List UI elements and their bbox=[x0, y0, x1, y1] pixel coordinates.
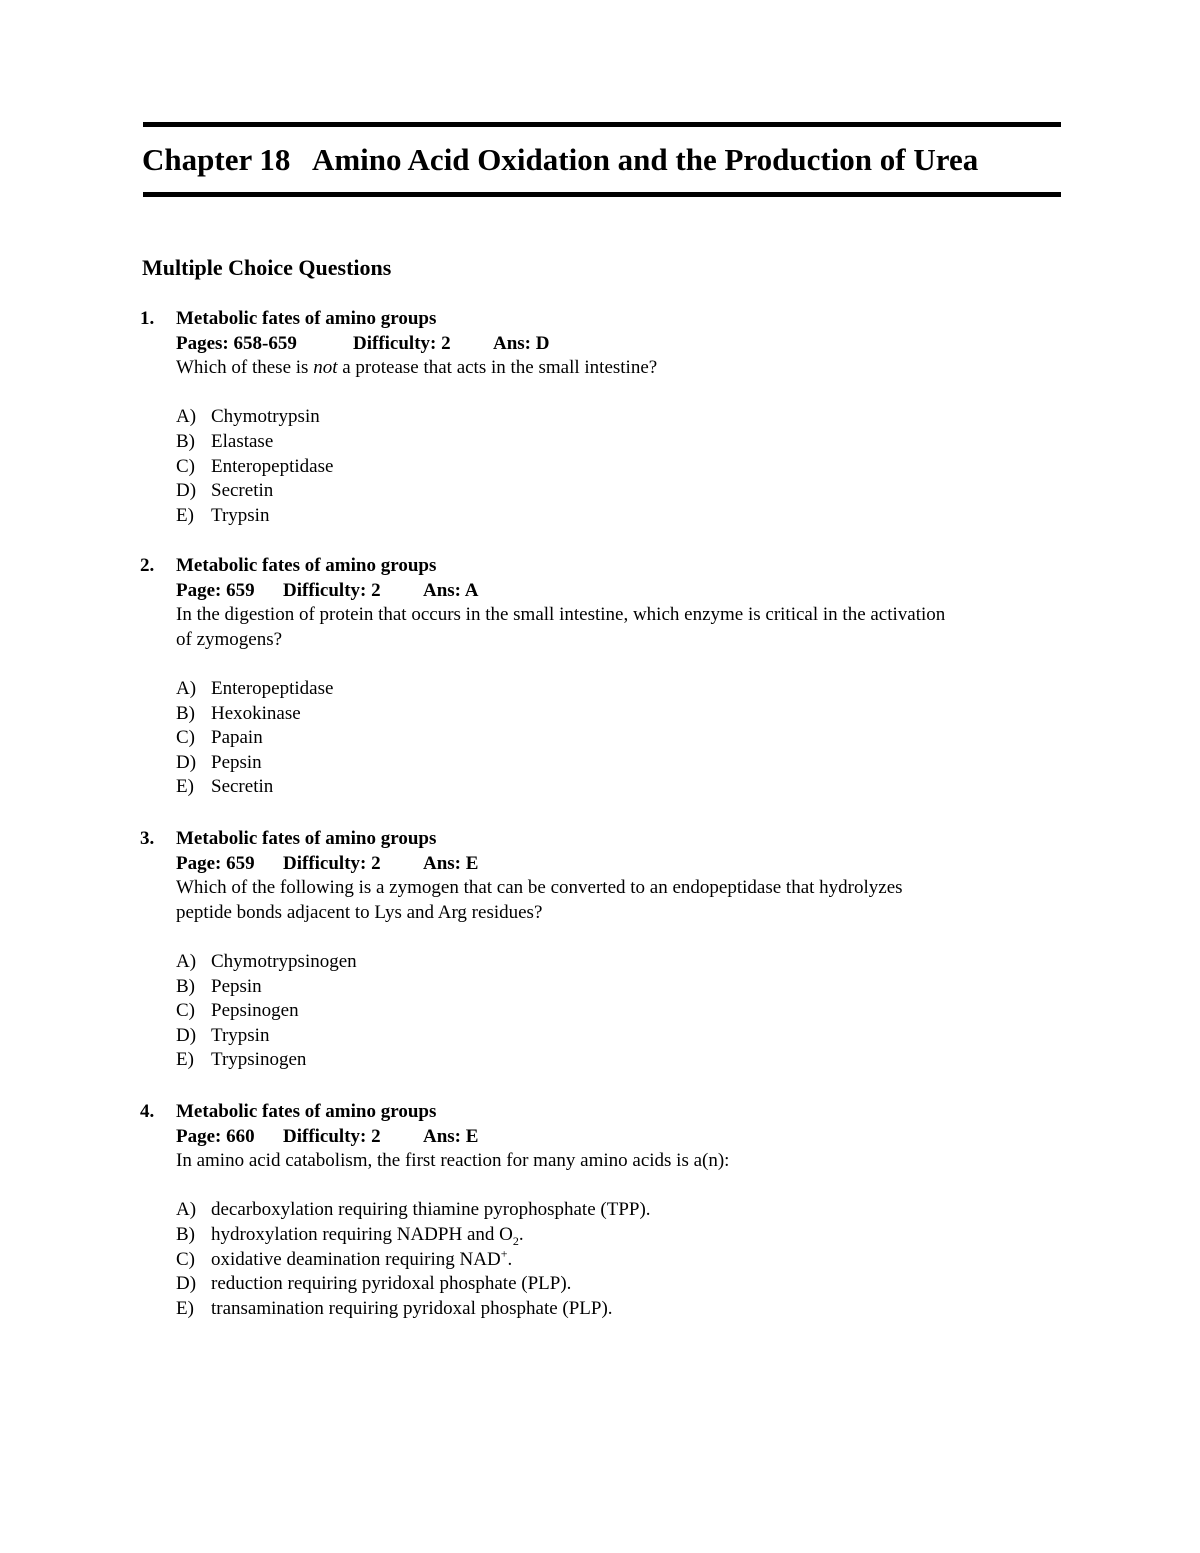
question-stem: In amino acid catabolism, the first reaction for many amino acids is a(n): bbox=[176, 1150, 730, 1172]
question-topic: Metabolic fates of amino groups bbox=[176, 828, 437, 849]
choice-a: A) decarboxylation requiring thiamine pyrophosphate (TPP). bbox=[176, 1199, 651, 1221]
question-number: 3. bbox=[140, 828, 155, 849]
choice-c: C) Pepsinogen bbox=[176, 1000, 299, 1022]
choice-b: B) Hexokinase bbox=[176, 702, 301, 724]
choice-e: E) Trypsin bbox=[176, 504, 270, 526]
question-number: 2. bbox=[140, 555, 155, 576]
question-stem: Which of these is not a protease that acts in the small intestine? bbox=[176, 357, 658, 379]
question-number: 4. bbox=[140, 1101, 155, 1122]
question-meta bbox=[176, 332, 1070, 357]
choice-c: C) Enteropeptidase bbox=[176, 455, 334, 477]
question-stem: Which of the following is a zymogen that can be converted to an endopeptidase that hydrolyzes peptide bonds adjacent to Lys and Arg residues? bbox=[176, 877, 903, 923]
question-2 bbox=[140, 554, 1070, 800]
question-stem: In the digestion of protein that occurs in the small intestine, which enzyme is critical in the activation of zymogens? bbox=[176, 604, 946, 650]
choice-e: E) transamination requiring pyridoxal phosphate (PLP). bbox=[176, 1297, 613, 1319]
choice-d: D) Trypsin bbox=[176, 1024, 270, 1046]
section-title: Multiple Choice Questions bbox=[142, 255, 392, 280]
question-difficulty: Difficulty: 2 bbox=[283, 1125, 381, 1147]
question-difficulty: Difficulty: 2 bbox=[283, 852, 381, 874]
question-topic: Metabolic fates of amino groups bbox=[176, 1101, 437, 1122]
question-3 bbox=[140, 827, 1070, 1073]
choice-c: C) oxidative deamination requiring NAD+. bbox=[176, 1246, 513, 1270]
question-pages: Page: 660 bbox=[176, 1125, 255, 1147]
question-meta bbox=[176, 852, 1070, 877]
chapter-title: Chapter 18 Amino Acid Oxidation and the Production of Urea bbox=[142, 142, 979, 177]
superscript-plus: + bbox=[500, 1246, 508, 1261]
question-4 bbox=[140, 1100, 1070, 1321]
question-1 bbox=[140, 307, 1070, 528]
choice-a: A) Chymotrypsin bbox=[176, 406, 320, 428]
question-difficulty: Difficulty: 2 bbox=[283, 579, 381, 601]
question-answer: Ans: E bbox=[423, 852, 479, 874]
choice-b: B) Elastase bbox=[176, 430, 274, 452]
question-answer: Ans: A bbox=[423, 579, 479, 601]
question-pages: Pages: 658-659 bbox=[176, 332, 297, 354]
question-number: 1. bbox=[140, 308, 155, 329]
top-rule bbox=[143, 122, 1061, 127]
choice-b: B) Pepsin bbox=[176, 975, 262, 997]
choice-d: D) reduction requiring pyridoxal phosphate (PLP). bbox=[176, 1273, 572, 1295]
choice-a: A) Enteropeptidase bbox=[176, 677, 334, 699]
question-pages: Page: 659 bbox=[176, 579, 255, 601]
choice-b: B) hydroxylation requiring NADPH and $O_2$. bbox=[176, 1223, 524, 1248]
question-answer: Ans: D bbox=[493, 332, 550, 354]
subscript-2: 2 bbox=[512, 1233, 519, 1248]
question-topic: Metabolic fates of amino groups bbox=[176, 555, 437, 576]
bottom-rule bbox=[143, 192, 1061, 197]
question-answer: Ans: E bbox=[423, 1125, 479, 1147]
question-meta bbox=[176, 579, 1070, 604]
question-pages: Page: 659 bbox=[176, 852, 255, 874]
question-topic: Metabolic fates of amino groups bbox=[176, 308, 437, 329]
choice-e: E) Secretin bbox=[176, 776, 274, 798]
choice-d: D) Secretin bbox=[176, 480, 274, 502]
question-meta bbox=[176, 1125, 1070, 1150]
choice-e: E) Trypsinogen bbox=[176, 1049, 307, 1071]
question-difficulty: Difficulty: 2 bbox=[353, 332, 451, 354]
choice-c: C) Papain bbox=[176, 727, 263, 749]
choice-d: D) Pepsin bbox=[176, 751, 262, 773]
choice-a: A) Chymotrypsinogen bbox=[176, 950, 357, 972]
emphasis-not: not bbox=[313, 357, 338, 379]
